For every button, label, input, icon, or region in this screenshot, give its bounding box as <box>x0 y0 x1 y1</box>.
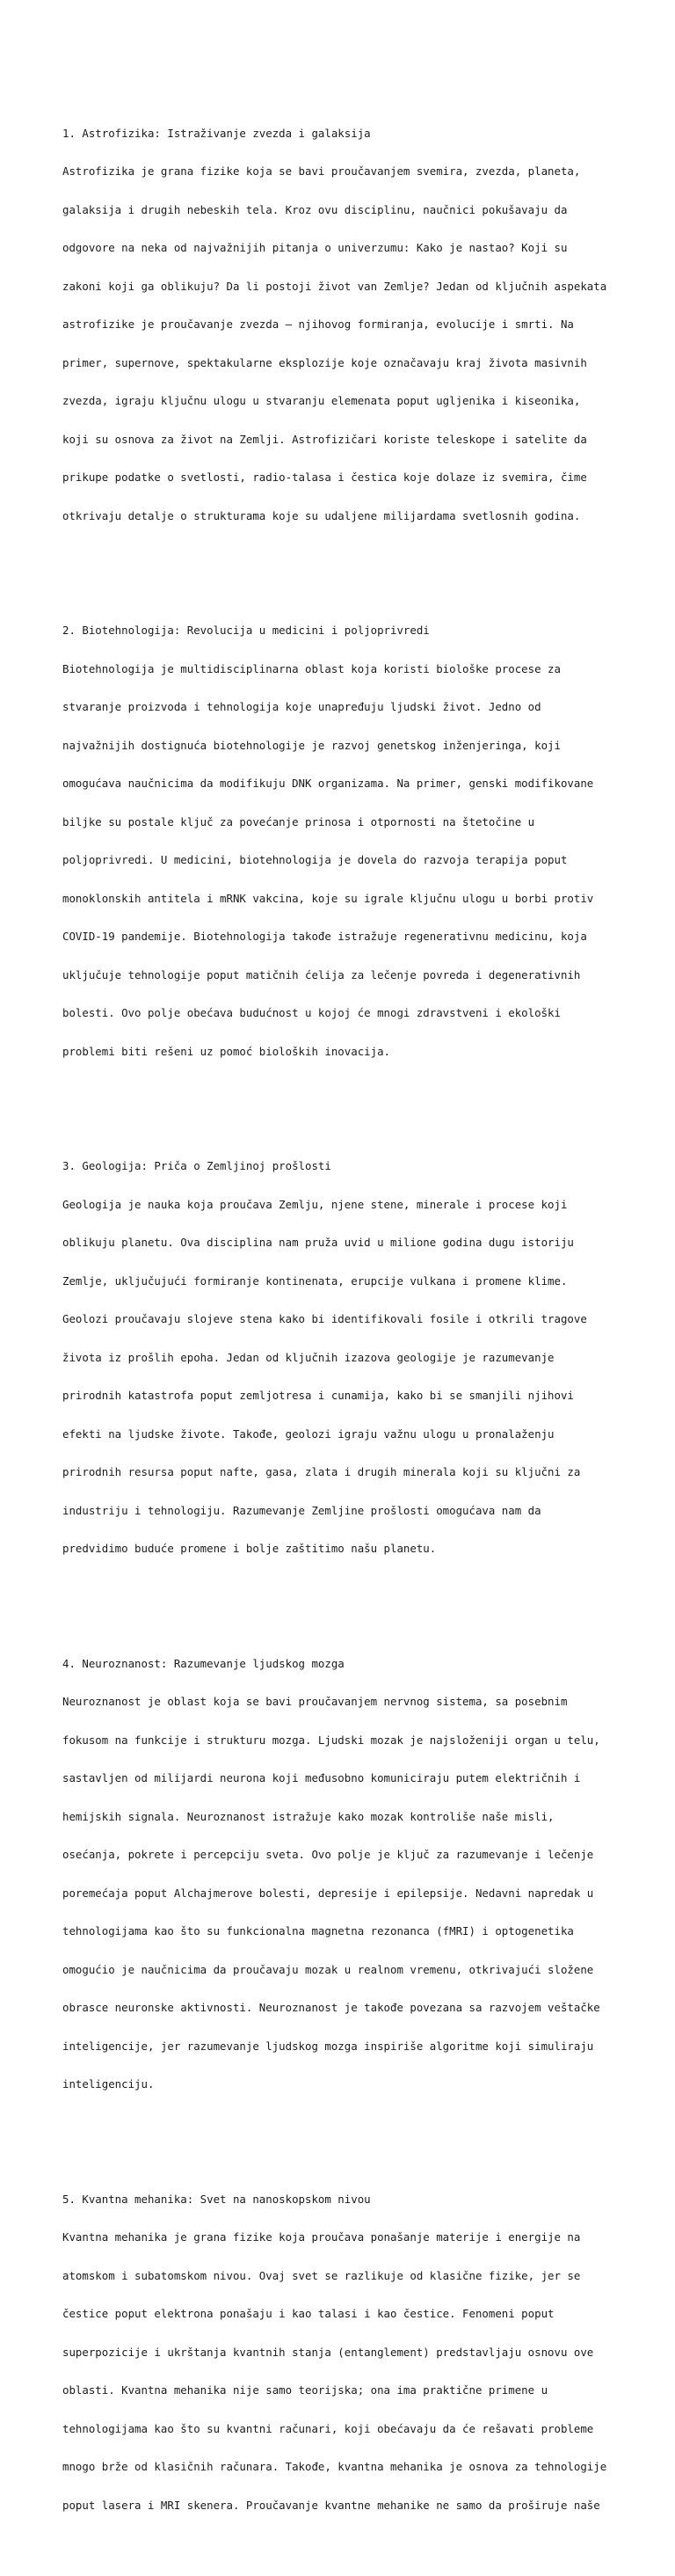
paragraph-line: omogućio je naučnicima da proučavaju mozak u realnom vremenu, otkrivajući složene <box>62 1962 594 1976</box>
paragraph-line: odgovore na neka od najvažnijih pitanja o univerzumu: Kako je nastao? Koji su <box>62 241 568 254</box>
paragraph-line: uključuje tehnologije poput matičnih ćelija za lečenje povreda i degenerativnih <box>62 967 581 982</box>
paragraph-line: oblikuju planetu. Ova disciplina nam pruža uvid u milione godina dugu istoriju <box>62 1236 574 1249</box>
paragraph-line: Biotehnologija je multidisciplinarna oblast koja koristi biološke procese za <box>62 661 561 675</box>
section-astrofizika <box>62 102 634 549</box>
paragraph-line: problemi biti rešeni uz pomoć bioloških inovacija. <box>62 1044 390 1058</box>
paragraph-line: industriju i tehnologiju. Razumevanje Zemljine prošlosti omogućava nam da <box>62 1503 541 1517</box>
section-heading: 2. Biotehnologija: Revolucija u medicini i poljoprivredi <box>62 624 430 637</box>
paragraph-line: efekti na ljudske živote. Takođe, geolozi igraju važnu ulogu u pronalaženju <box>62 1427 555 1441</box>
section-biotehnologija <box>62 599 634 1084</box>
paragraph-line: obrasce neuronske aktivnosti. Neuroznanost je takođe povezana sa razvojem veštačke <box>62 2001 600 2014</box>
paragraph-line: Geologija je nauka koja proučava Zemlju, njene stene, minerale i procese koji <box>62 1197 568 1211</box>
paragraph-line: monoklonskih antitela i mRNK vakcina, koje su igrale ključnu ulogu u borbi protiv <box>62 891 594 905</box>
paragraph-line: omogućava naučnicima da modifikuju DNK organizama. Na primer, genski modifikovane <box>62 777 594 790</box>
paragraph-line: čestice poput elektrona ponašaju i kao talasi i kao čestice. Fenomeni poput <box>62 2307 555 2320</box>
paragraph-line: biljke su postale ključ za povećanje prinosa i otpornosti na štetočine u <box>62 814 535 828</box>
paragraph-line: prirodnih resursa poput nafte, gasa, zlata i drugih minerala koji su ključni za <box>62 1465 581 1478</box>
paragraph-line: tehnologijama kao što su funkcionalna magnetna rezonanca (fMRI) i optogenetika <box>62 1924 574 1937</box>
section-heading: 4. Neuroznanost: Razumevanje ljudskog mozga <box>62 1656 345 1670</box>
paragraph-line: oblasti. Kvantna mehanika nije samo teorijska; ona ima praktične primene u <box>62 2383 548 2397</box>
document-page <box>62 63 634 2576</box>
paragraph-line: poput lasera i MRI skenera. Proučavanje kvantne mehanike ne samo da proširuje naše <box>62 2498 600 2512</box>
paragraph-line: inteligenciju. <box>62 2077 155 2091</box>
paragraph-line: mnogo brže od klasičnih računara. Takođe, kvantna mehanika je osnova za tehnologije <box>62 2460 607 2473</box>
paragraph-line: Astrofizika je grana fizike koja se bavi proučavanjem svemira, zvezda, planeta, <box>62 164 581 178</box>
paragraph-line: stvaranje proizvoda i tehnologija koje unapređuju ljudski život. Jedno od <box>62 700 541 713</box>
section-geologija <box>62 1135 634 1581</box>
paragraph-line: atomskom i subatomskom nivou. Ovaj svet se razlikuje od klasične fizike, jer se <box>62 2268 581 2282</box>
paragraph-line: predvidimo buduće promene i bolje zaštitimo našu planetu. <box>62 1542 437 1555</box>
paragraph-line: prirodnih katastrofa poput zemljotresa i cunamija, kako bi se smanjili njihovi <box>62 1389 574 1402</box>
paragraph-line: otkrivaju detalje o strukturama koje su udaljene milijardama svetlosnih godina. <box>62 508 581 522</box>
paragraph-line: Kvantna mehanika je grana fizike koja proučava ponašanje materije i energije na <box>62 2230 581 2244</box>
paragraph-line: fokusom na funkcije i strukturu mozga. Ljudski mozak je najsloženiji organ u telu, <box>62 1733 600 1747</box>
paragraph-line: hemijskih signala. Neuroznanost istražuje kako mozak kontroliše naše misli, <box>62 1809 555 1823</box>
section-heading: 1. Astrofizika: Istraživanje zvezda i galaksija <box>62 126 371 140</box>
paragraph-line: COVID-19 pandemije. Biotehnologija takođe istražuje regenerativnu medicinu, koja <box>62 930 587 943</box>
paragraph-line: osećanja, pokrete i percepciju sveta. Ovo polje je ključ za razumevanje i lečenje <box>62 1848 594 1861</box>
paragraph-line: superpozicije i ukrštanja kvantnih stanja (entanglement) predstavljaju osnovu ove <box>62 2345 594 2359</box>
section-heading: 3. Geologija: Priča o Zemljinoj prošlosti <box>62 1159 331 1172</box>
paragraph-line: tehnologijama kao što su kvantni računari, koji obećavaju da će rešavati probleme <box>62 2421 594 2435</box>
paragraph-line: inteligencije, jer razumevanje ljudskog mozga inspiriše algoritme koji simuliraju <box>62 2039 594 2053</box>
paragraph-line: zvezda, igraju ključnu ulogu u stvaranju elemenata poput ugljenika i kiseonika, <box>62 394 581 407</box>
paragraph-line: primer, supernove, spektakularne eksplozije koje označavaju kraj života masivnih <box>62 355 587 369</box>
paragraph-line: koji su osnova za život na Zemlji. Astrofizičari koriste teleskope i satelite da <box>62 432 587 446</box>
paragraph-line: sastavljen od milijardi neurona koji međusobno komuniciraju putem električnih i <box>62 1771 581 1784</box>
section-neuroznanost <box>62 1632 634 2117</box>
paragraph-line: Zemlje, uključujući formiranje kontinenata, erupcije vulkana i promene klime. <box>62 1273 568 1288</box>
paragraph-line: Neuroznanost je oblast koja se bavi proučavanjem nervnog sistema, sa posebnim <box>62 1695 568 1708</box>
section-kvantna-mehanika <box>62 2168 634 2538</box>
section-heading: 5. Kvantna mehanika: Svet na nanoskopskom nivou <box>62 2192 371 2206</box>
paragraph-line: galaksija i drugih nebeskih tela. Kroz ovu disciplinu, naučnici pokušavaju da <box>62 202 568 216</box>
paragraph-line: najvažnijih dostignuća biotehnologije je razvoj genetskog inženjeringa, koji <box>62 738 561 752</box>
paragraph-line: života iz prošlih epoha. Jedan od ključnih izazova geologije je razumevanje <box>62 1350 555 1364</box>
paragraph-line: prikupe podatke o svetlosti, radio-talasa i čestica koje dolaze iz svemira, čime <box>62 471 587 484</box>
paragraph-line: astrofizike je proučavanje zvezda – njihovog formiranja, evolucije i smrti. Na <box>62 317 574 331</box>
paragraph-line: poremećaja poput Alchajmerove bolesti, depresije i epilepsije. Nedavni napredak u <box>62 1886 594 1900</box>
paragraph-line: zakoni koji ga oblikuju? Da li postoji život van Zemlje? Jedan od ključnih aspekata <box>62 279 607 293</box>
paragraph-line: poljoprivredi. U medicini, biotehnologija je dovela do razvoja terapija poput <box>62 853 568 866</box>
paragraph-line: Geolozi proučavaju slojeve stena kako bi identifikovali fosile i otkrili tragove <box>62 1312 587 1325</box>
paragraph-line: bolesti. Ovo polje obećava budućnost u kojoj će mnogi zdravstveni i ekološki <box>62 1006 561 1019</box>
